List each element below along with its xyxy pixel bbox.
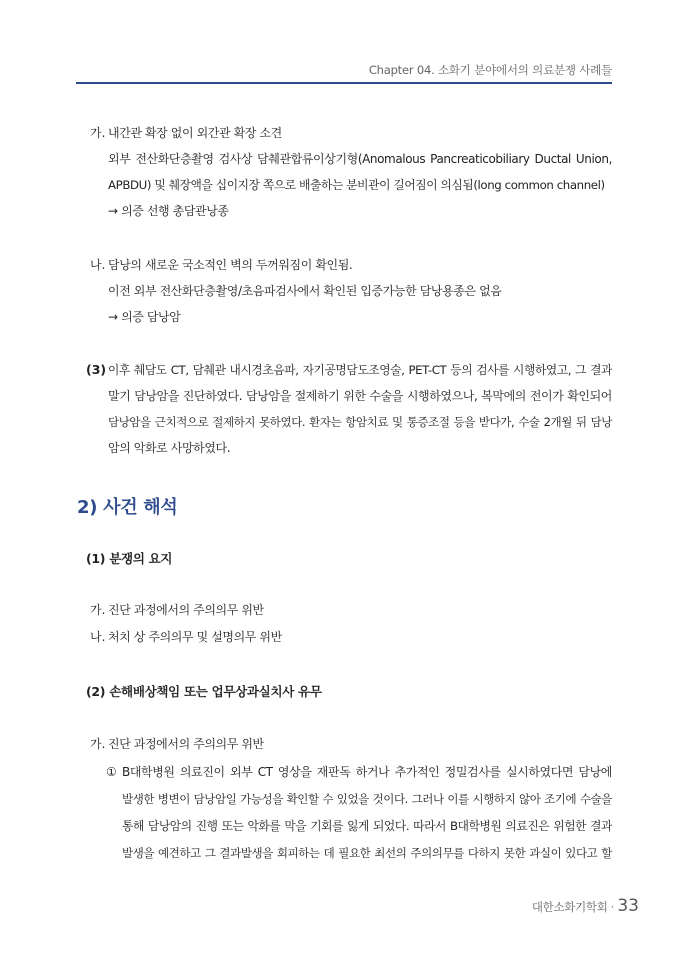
footer-org: 대한소화기학회 — [531, 900, 608, 914]
item-ga-line: APBDU) 및 췌장액을 십이지장 쪽으로 배출하는 분비관이 길어짐이 의심됨(long common channel) — [108, 178, 605, 192]
list-item-label: 가. — [90, 603, 106, 617]
item-ga-heading: 내간관 확장 없이 외간관 확장 소견 — [108, 126, 282, 140]
item-na-line: 이전 외부 전산화단층촬영/초음파검사에서 확인된 입증가능한 담낭용종은 없음 — [108, 284, 502, 298]
item-na-conclusion: → 의증 담낭암 — [108, 310, 181, 324]
list-item: 진단 과정에서의 주의의무 위반 — [108, 603, 264, 617]
header-rule — [76, 82, 612, 84]
subsection-title: (2) 손해배상책임 또는 업무상과실치사 유무 — [86, 684, 322, 699]
subsection-title: (1) 분쟁의 요지 — [86, 551, 173, 566]
item-ga-line: 외부 전산화단층촬영 검사상 담췌관합류이상기형(Anomalous Pancreaticobiliary Ductal Union, — [108, 152, 612, 166]
item-3-label: (3) — [86, 362, 107, 377]
item-3-line: 이후 췌담도 CT, 담췌관 내시경초음파, 자기공명담도조영술, PET-CT 등의 검사를 시행하였고, 그 결과 — [108, 363, 612, 377]
section-title: 2) 사건 해석 — [77, 497, 178, 518]
page-footer — [532, 896, 639, 916]
chapter-title: Chapter 04. 소화기 분야에서의 의료분쟁 사례들 — [368, 63, 612, 77]
point-1-line: 발생을 예견하고 그 결과발생을 회피하는 데 필요한 최선의 주의의무를 다하지 못한 과실이 있다고 할 — [122, 846, 612, 860]
page-number: 33 — [617, 896, 639, 916]
item-na-label: 나. — [90, 258, 106, 272]
item-3-line: 암의 악화로 사망하였다. — [108, 441, 231, 455]
footer-separator: · — [610, 900, 615, 914]
list-item-label: 나. — [90, 630, 106, 644]
list-item-label: 가. — [90, 737, 106, 751]
item-ga-label: 가. — [90, 126, 106, 140]
point-1-label: ① — [106, 765, 117, 779]
point-1-line: B대학병원 의료진이 외부 CT 영상을 재판독 하거나 추가적인 정밀검사를 실시하였다면 담낭에 — [122, 765, 612, 779]
item-3-line: 담낭암을 근치적으로 절제하지 못하였다. 환자는 항암치료 및 통증조절 등을 받다가, 수술 2개월 뒤 담낭 — [108, 415, 612, 429]
list-item: 진단 과정에서의 주의의무 위반 — [108, 737, 264, 751]
point-1-line: 발생한 병변이 담낭암일 가능성을 확인할 수 있었을 것이다. 그러나 이를 시행하지 않아 조기에 수술을 — [122, 792, 612, 806]
item-3-line: 말기 담낭암을 진단하였다. 담낭암을 절제하기 위한 수술을 시행하였으나, 복막에의 전이가 확인되어 — [108, 389, 612, 403]
list-item: 처치 상 주의의무 및 설명의무 위반 — [108, 630, 282, 644]
point-1-line: 통해 담낭암의 진행 또는 악화를 막을 기회를 잃게 되었다. 따라서 B대학병원 의료진은 위험한 결과 — [122, 819, 612, 833]
item-ga-conclusion: → 의증 선행 총담관낭종 — [108, 204, 229, 218]
item-na-heading: 담낭의 새로운 국소적인 벽의 두꺼워짐이 확인됨. — [108, 258, 353, 272]
running-header — [76, 58, 612, 84]
